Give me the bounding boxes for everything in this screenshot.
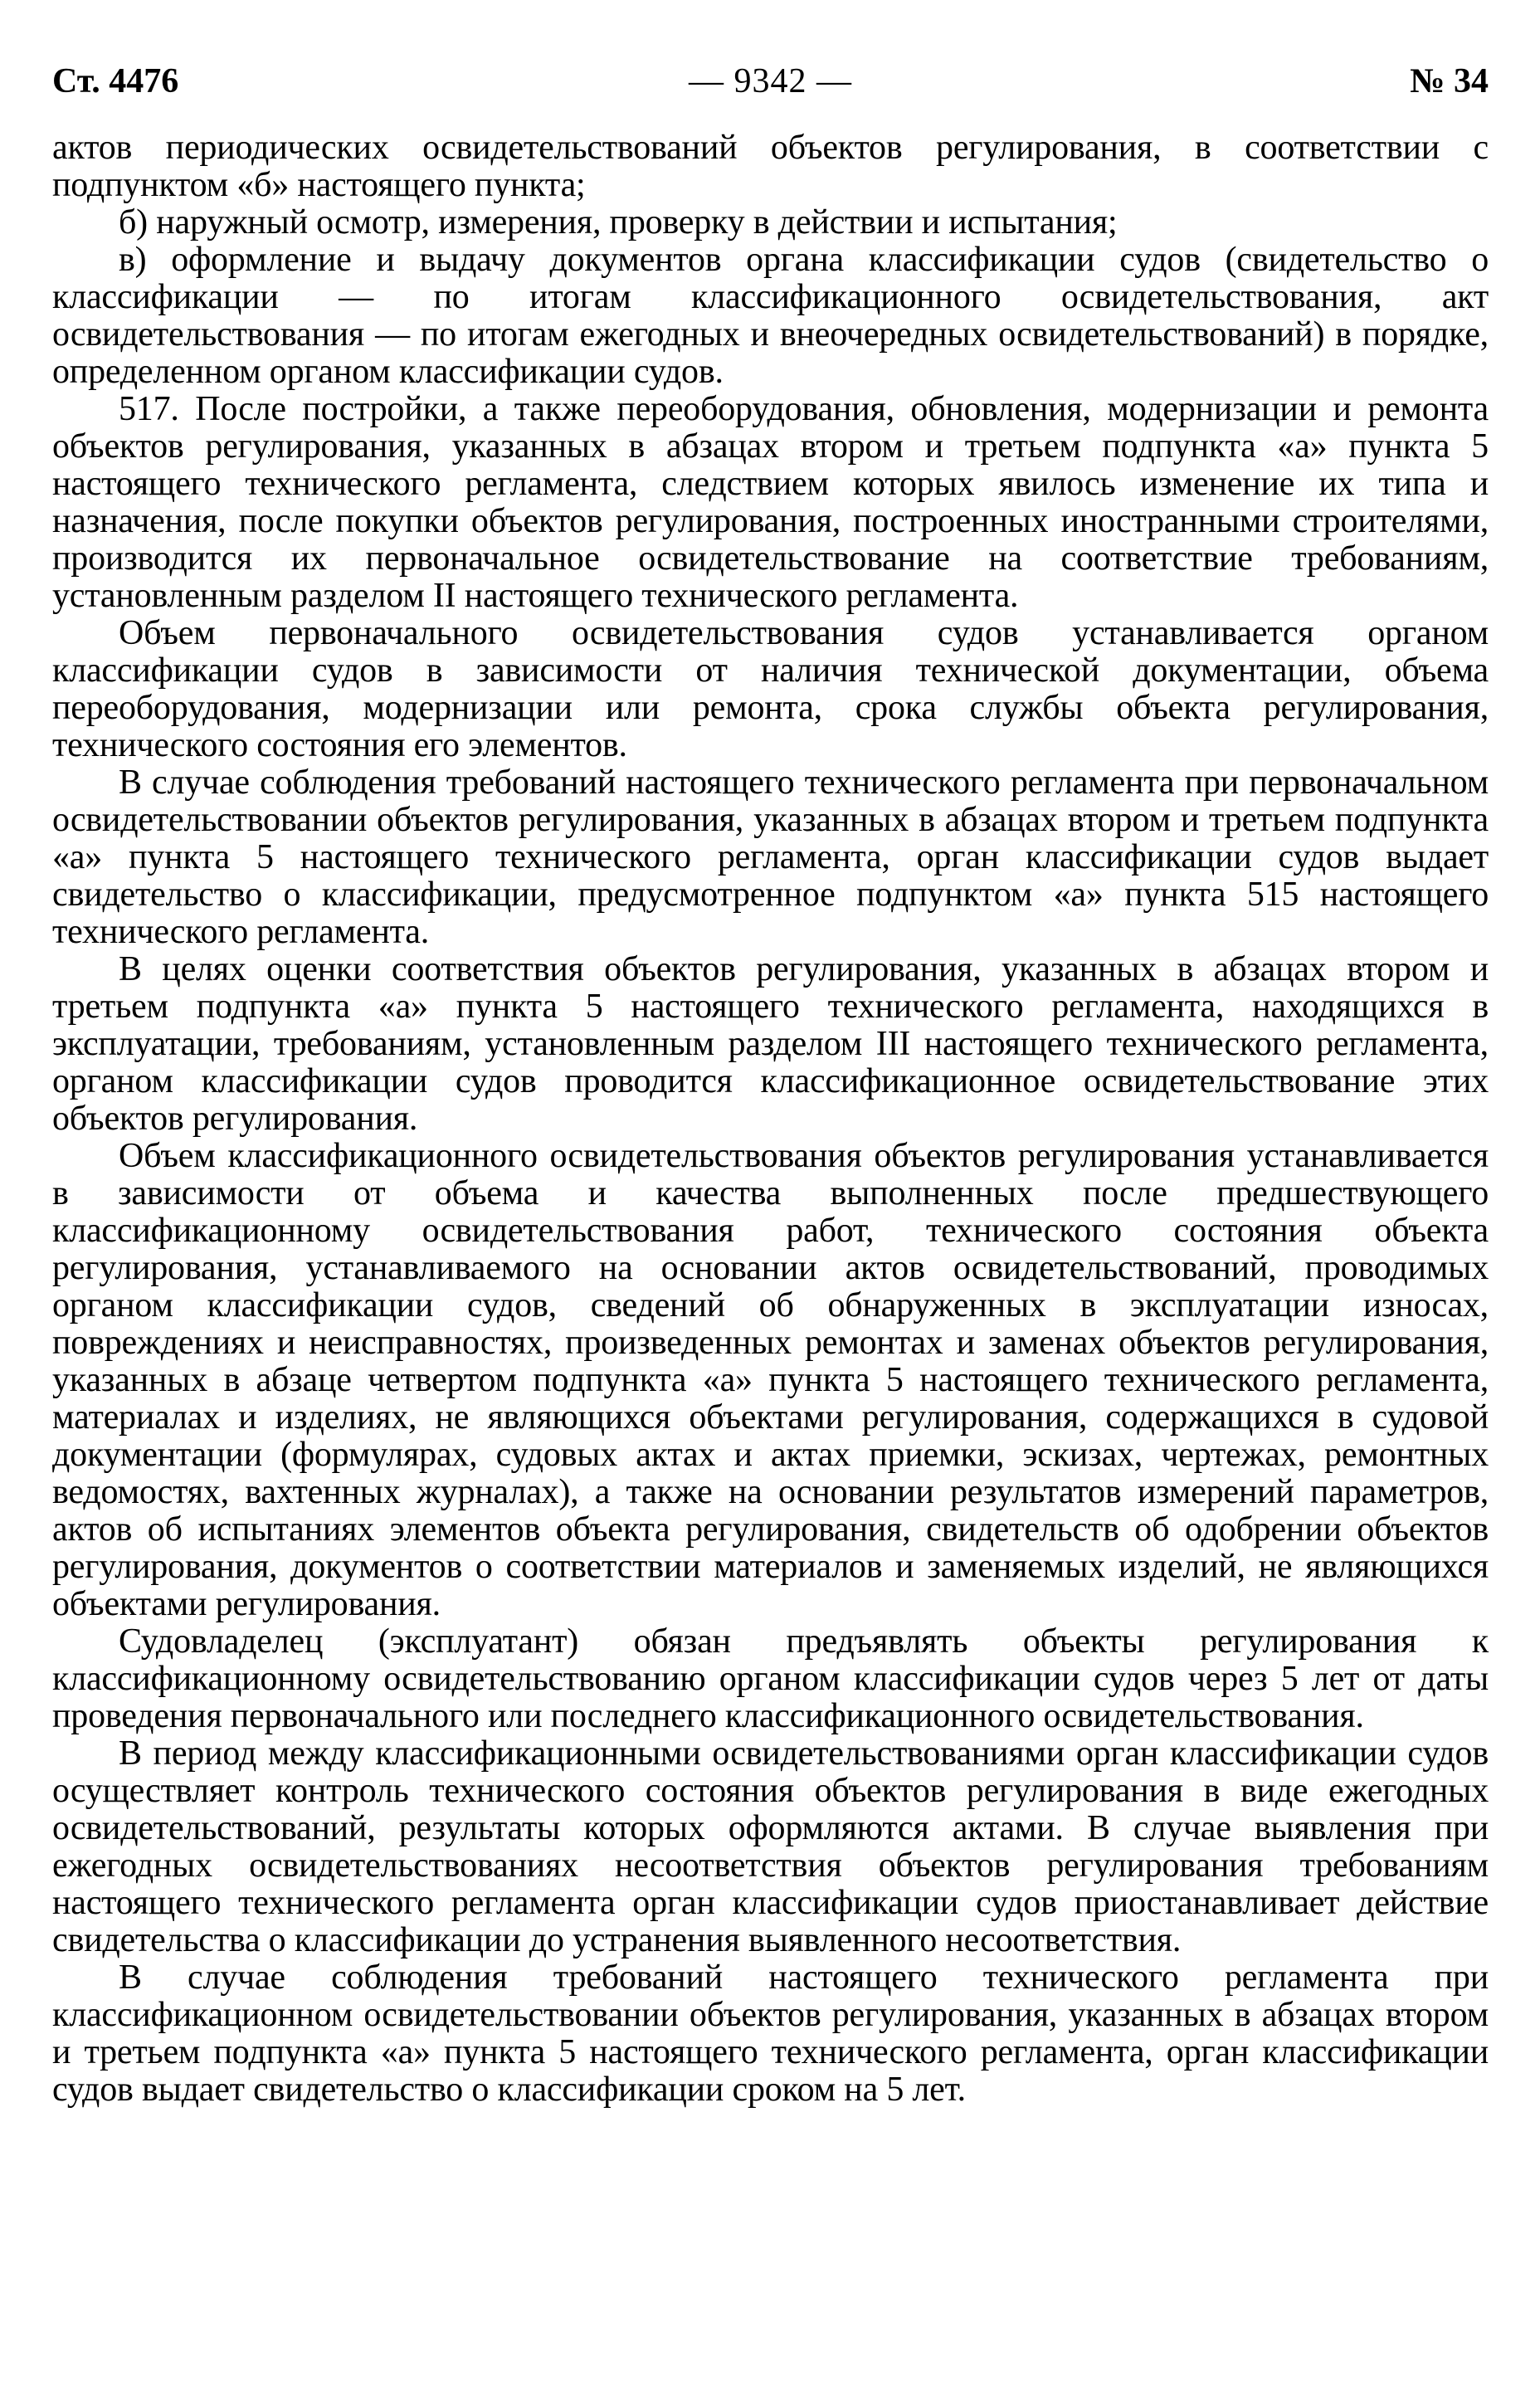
paragraph: Судовладелец (эксплуатант) обязан предъявлять объекты регулирования к классификационному освидетельствованию органом классификации судов через 5 лет от даты проведения первоначального или последнего классификационного освидетельствования.	[52, 1622, 1489, 1735]
paragraph: б) наружный осмотр, измерения, проверку в действии и испытания;	[119, 203, 1118, 241]
paragraph: Объем классификационного освидетельствования объектов регулирования устанавливается в зависимости от объема и качества выполненных после предшествующего классификационному освидетельствования работ, технического состояния объекта регулирования, устанавливаемого на основании актов освидетельствований, проводимых органом классификации судов, сведений об обнаруженных в эксплуатации износах, повреждениях и неисправностях, произведенных ремонтах и заменах объектов регулирования, указанных в абзаце четвертом подпункта «а» пункта 5 настоящего технического регламента, материалах и изделиях, не являющихся объектами регулирования, содержащихся в судовой документации (формулярах, судовых актах и актах приемки, эскизах, чертежах, ремонтных ведомостях, вахтенных журналах), а также на основании результатов измерений параметров, актов об испытаниях элементов объекта регулирования, свидетельств об одобрении объектов регулирования, документов о соответствии материалов и заменяемых изделий, не являющихся объектами регулирования.	[52, 1137, 1489, 1623]
paragraph: 517. После постройки, а также переоборудования, обновления, модернизации и ремонта объектов регулирования, указанных в абзацах втором и третьем подпункта «а» пункта 5 настоящего технического регламента, следствием которых явилось изменение их типа и назначения, после покупки объектов регулирования, построенных иностранными строителями, производится их первоначальное освидетельствование на соответствие требованиям, установленным разделом II настоящего технического регламента.	[52, 390, 1489, 615]
paragraph: В период между классификационными освидетельствованиями орган классификации судов осуществляет контроль технического состояния объектов регулирования в виде ежегодных освидетельствований, результаты которых оформляются актами. В случае выявления при ежегодных освидетельствованиях несоответствия объектов регулирования требованиям настоящего технического регламента орган классификации судов приостанавливает действие свидетельства о классификации до устранения выявленного несоответствия.	[52, 1734, 1489, 1959]
document-body	[52, 129, 1489, 2109]
paragraph: Объем первоначального освидетельствования судов устанавливается органом классификации судов в зависимости от наличия технической документации, объема переоборудования, модернизации или ремонта, срока службы объекта регулирования, технического состояния его элементов.	[52, 614, 1489, 764]
paragraph: в) оформление и выдачу документов органа классификации судов (свидетельство о классификации — по итогам классификационного освидетельствования, акт освидетельствования — по итогам ежегодных и внеочередных освидетельствований) в порядке, определенном органом классификации судов.	[52, 241, 1489, 391]
article-number: Ст. 4476	[52, 62, 179, 100]
page-header	[52, 61, 1489, 101]
page-number: — 9342 —	[689, 62, 852, 100]
paragraph: В случае соблюдения требований настоящего технического регламента при первоначальном освидетельствовании объектов регулирования, указанных в абзацах втором и третьем подпункта «а» пункта 5 настоящего технического регламента, орган классификации судов выдает свидетельство о классификации, предусмотренное подпунктом «а» пункта 515 настоящего технического регламента.	[52, 763, 1489, 951]
paragraph: актов периодических освидетельствований объектов регулирования, в соответствии с подпунктом «б» настоящего пункта;	[52, 129, 1489, 204]
issue-number: № 34	[1410, 62, 1489, 100]
paragraph: В целях оценки соответствия объектов регулирования, указанных в абзацах втором и третьем подпункта «а» пункта 5 настоящего технического регламента, находящихся в эксплуатации, требованиям, установленным разделом III настоящего технического регламента, органом классификации судов проводится классификационное освидетельствование этих объектов регулирования.	[52, 950, 1489, 1138]
paragraph: В случае соблюдения требований настоящего технического регламента при классификационном освидетельствовании объектов регулирования, указанных в абзацах втором и третьем подпункта «а» пункта 5 настоящего технического регламента, орган классификации судов выдает свидетельство о классификации сроком на 5 лет.	[52, 1959, 1489, 2109]
